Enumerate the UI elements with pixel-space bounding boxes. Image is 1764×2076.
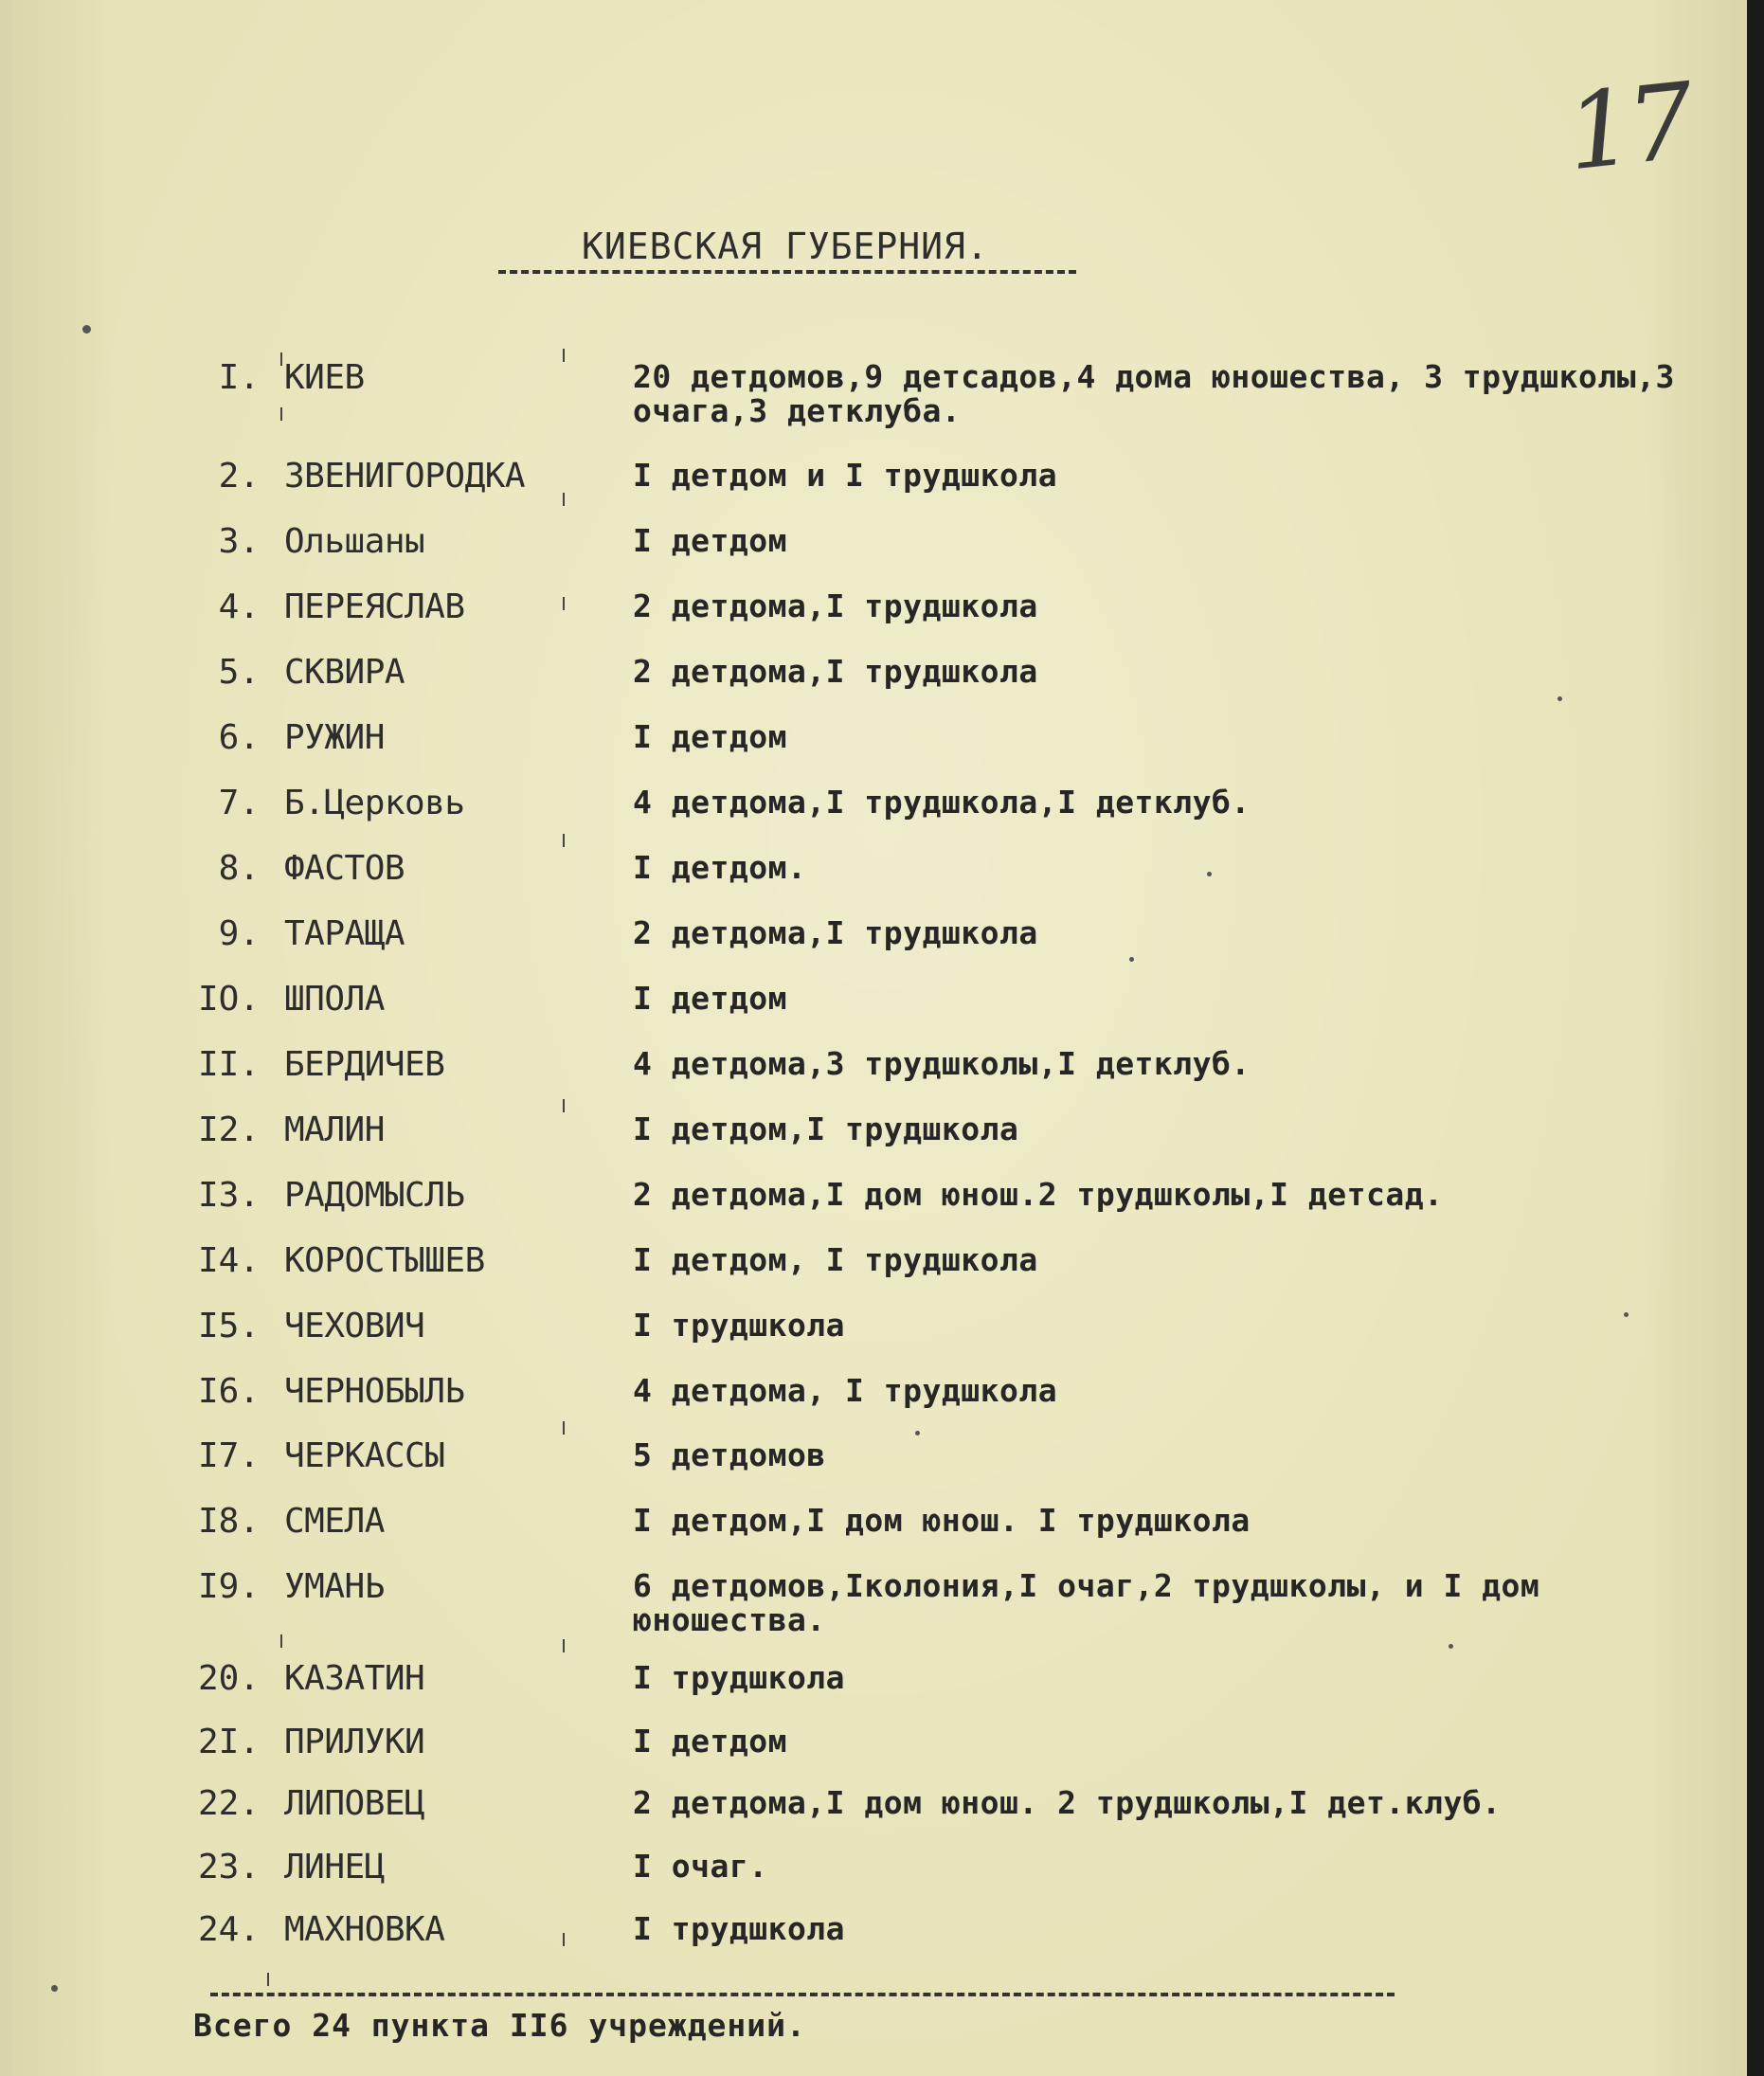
column-tick: [563, 1639, 565, 1652]
page-title: КИЕВСКАЯ ГУБЕРНИЯ.: [582, 226, 989, 267]
place-name: ФАСТОВ: [284, 849, 405, 888]
institutions-description: 20 детдомов,9 детсадов,4 дома юношества, 3 трудшколы,3 очага,3 детклуба.: [633, 358, 1675, 429]
institutions-description: I детдом и I трудшкола: [633, 457, 1058, 494]
row-number: 4.: [218, 587, 260, 626]
row-number: 8.: [218, 849, 260, 888]
row-number: I2.: [197, 1110, 260, 1149]
place-name: ЛИПОВЕЦ: [284, 1784, 425, 1823]
row-number: I5.: [197, 1307, 260, 1345]
row-number: 23.: [197, 1848, 260, 1886]
row-number: I4.: [197, 1241, 260, 1280]
row-number: I7.: [197, 1436, 260, 1475]
title-underline: [498, 270, 1076, 274]
institutions-description: 2 детдома,I трудшкола: [633, 587, 1038, 624]
total-separator-line: [210, 1993, 1395, 1996]
place-name: РУЖИН: [284, 718, 385, 757]
handwritten-sheet-number: 17: [1560, 60, 1695, 194]
row-number: I9.: [197, 1567, 260, 1606]
institutions-description: I детдом, I трудшкола: [633, 1241, 1038, 1278]
institutions-description: I детдом,I дом юнош. I трудшкола: [633, 1502, 1251, 1539]
institutions-description: I детдом: [633, 980, 787, 1017]
place-name: МАХНОВКА: [284, 1910, 445, 1949]
column-tick: [280, 407, 282, 421]
institutions-description: I детдом,I трудшкола: [633, 1110, 1019, 1147]
underlying-sheet-edge: [0, 0, 13, 2076]
place-name: УМАНЬ: [284, 1567, 385, 1606]
place-name: ЧЕРНОБЫЛЬ: [284, 1372, 465, 1411]
place-name: СМЕЛА: [284, 1502, 385, 1541]
document-page: [13, 0, 1747, 2076]
place-name: ЛИНЕЦ: [284, 1848, 385, 1886]
row-number: IO.: [197, 980, 260, 1019]
place-name: ПРИЛУКИ: [284, 1723, 425, 1761]
place-name: КАЗАТИН: [284, 1659, 425, 1698]
place-name: ШПОЛА: [284, 980, 385, 1019]
row-number: 20.: [197, 1659, 260, 1698]
institutions-description: I детдом: [633, 522, 787, 559]
column-tick: [563, 1421, 565, 1435]
row-number: II.: [197, 1045, 260, 1084]
row-number: I3.: [197, 1176, 260, 1215]
institutions-description: 4 детдома,I трудшкола,I детклуб.: [633, 784, 1251, 821]
column-tick: [267, 1973, 269, 1986]
place-name: ПЕРЕЯСЛАВ: [284, 587, 465, 626]
place-name: БЕРДИЧЕВ: [284, 1045, 445, 1084]
column-tick: [280, 1634, 282, 1648]
row-number: 2I.: [197, 1723, 260, 1761]
institutions-description: 2 детдома,I трудшкола: [633, 914, 1038, 951]
institutions-description: 5 детдомов: [633, 1436, 826, 1473]
row-number: 3.: [218, 522, 260, 561]
institutions-description: 2 детдома,I трудшкола: [633, 653, 1038, 690]
institutions-description: 2 детдома,I дом юнош. 2 трудшколы,I дет.клуб.: [633, 1784, 1502, 1821]
place-name: РАДОМЫСЛЬ: [284, 1176, 465, 1215]
paper-speck: [82, 325, 91, 334]
institutions-description: 4 детдома,3 трудшколы,I детклуб.: [633, 1045, 1251, 1082]
row-number: 7.: [218, 784, 260, 822]
paper-speck: [1449, 1644, 1453, 1649]
column-tick: [280, 352, 282, 366]
place-name: ЧЕРКАССЫ: [284, 1436, 445, 1475]
row-number: 9.: [218, 914, 260, 953]
column-tick: [563, 834, 565, 847]
institutions-description: I трудшкола: [633, 1307, 846, 1344]
row-number: I8.: [197, 1502, 260, 1541]
paper-speck: [915, 1431, 920, 1435]
row-number: 22.: [197, 1784, 260, 1823]
institutions-description: 4 детдома, I трудшкола: [633, 1372, 1058, 1409]
column-tick: [563, 597, 565, 610]
place-name: Б.Церковь: [284, 784, 465, 822]
place-name: ТАРАЩА: [284, 914, 405, 953]
institutions-description: I детдом: [633, 1723, 787, 1760]
institutions-description: I трудшкола: [633, 1659, 846, 1696]
row-number: 2.: [218, 457, 260, 496]
institutions-description: 6 детдомов,Iколония,I очаг,2 трудшколы, и I дом юношества.: [633, 1567, 1540, 1638]
column-tick: [563, 493, 565, 506]
row-number: I6.: [197, 1372, 260, 1411]
place-name: МАЛИН: [284, 1110, 385, 1149]
institutions-description: I детдом: [633, 718, 787, 755]
row-number: 6.: [218, 718, 260, 757]
column-tick: [563, 349, 565, 362]
place-name: ЗВЕНИГОРОДКА: [284, 457, 526, 496]
paper-speck: [1557, 696, 1562, 701]
paper-speck: [1129, 957, 1134, 962]
row-number: I.: [218, 358, 260, 397]
column-tick: [563, 1933, 565, 1946]
place-name: КОРОСТЫШЕВ: [284, 1241, 485, 1280]
total-summary: Всего 24 пункта II6 учреждений.: [193, 2007, 806, 2044]
paper-speck: [1207, 872, 1212, 876]
row-number: 24.: [197, 1910, 260, 1949]
paper-speck: [1624, 1312, 1629, 1317]
place-name: КИЕВ: [284, 358, 365, 397]
institutions-description: I детдом.: [633, 849, 807, 886]
place-name: ЧЕХОВИЧ: [284, 1307, 425, 1345]
institutions-description: I очаг.: [633, 1848, 768, 1885]
institutions-description: I трудшкола: [633, 1910, 846, 1947]
column-tick: [563, 1099, 565, 1112]
row-number: 5.: [218, 653, 260, 692]
paper-speck: [51, 1985, 58, 1992]
place-name: СКВИРА: [284, 653, 405, 692]
institutions-description: 2 детдома,I дом юнош.2 трудшколы,I детсад.: [633, 1176, 1444, 1213]
place-name: Ольшаны: [284, 522, 425, 561]
